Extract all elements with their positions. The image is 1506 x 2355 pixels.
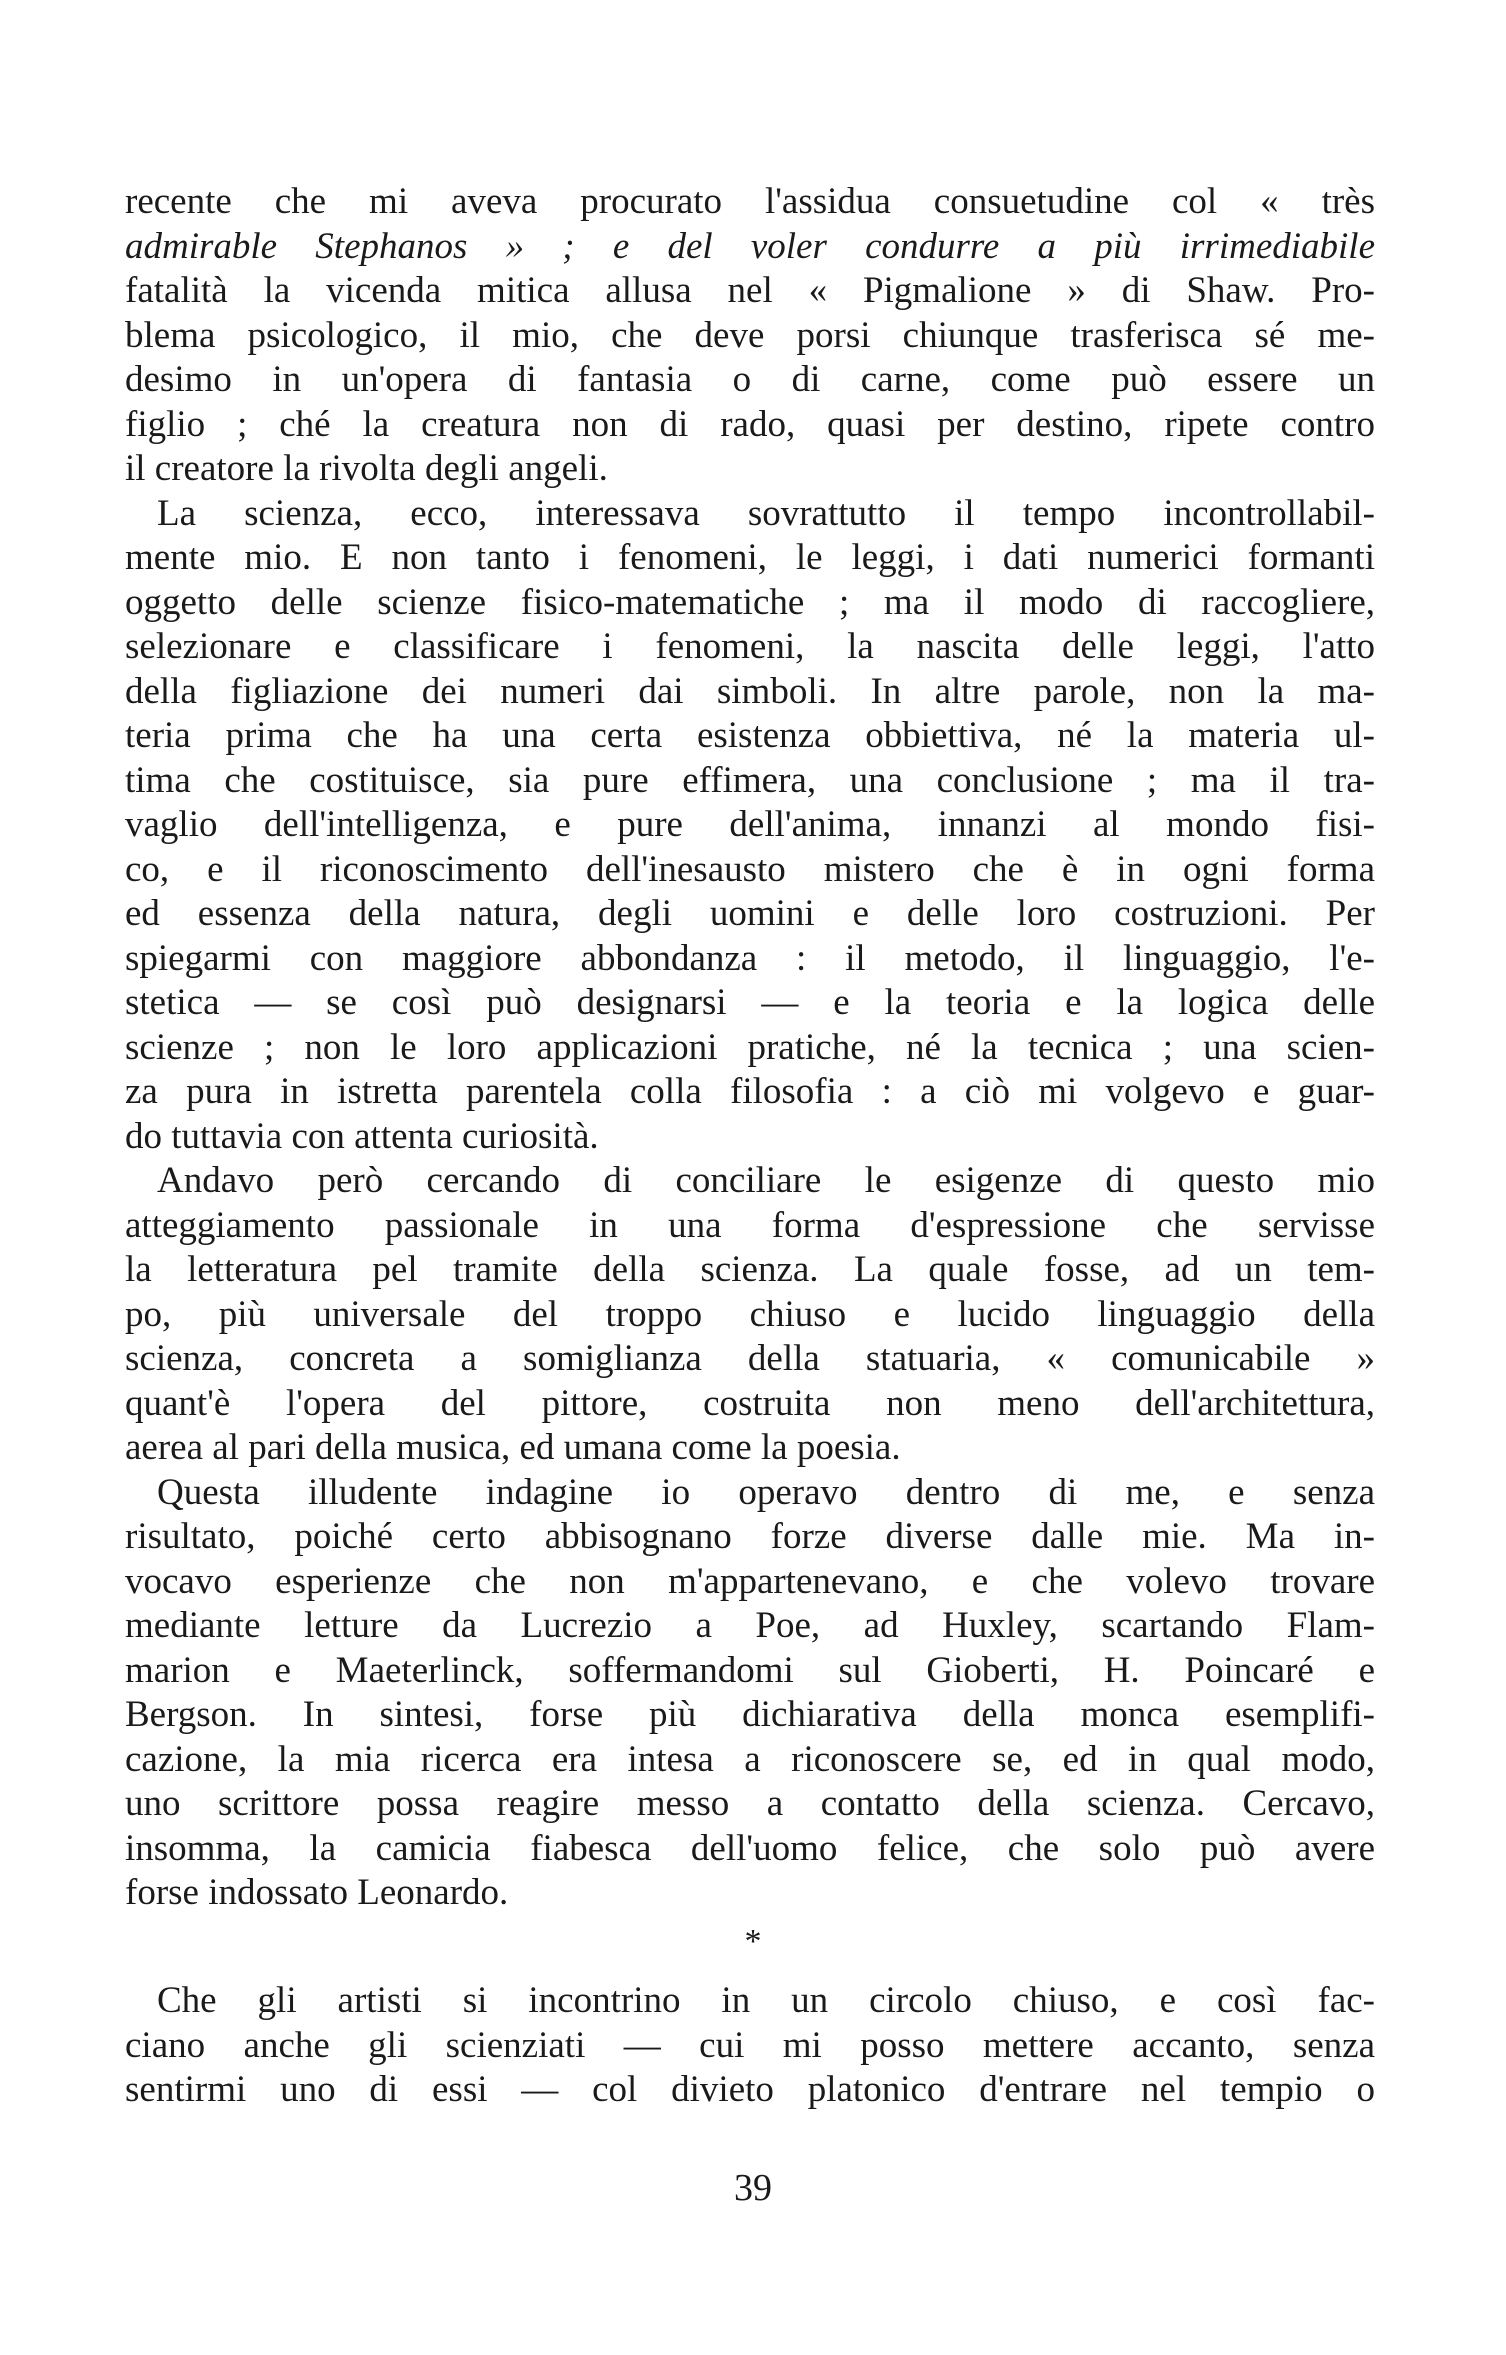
- text-line: spiegarmi con maggiore abbondanza : il metodo, il linguaggio, l'e-: [125, 937, 1375, 979]
- paragraph-5: [125, 1979, 1375, 2113]
- text-line: po, più universale del troppo chiuso e lucido linguaggio della: [125, 1293, 1375, 1335]
- text-line: scienza, concreta a somiglianza della statuaria, « comunicabile »: [125, 1338, 1375, 1379]
- text-line: mediante letture da Lucrezio a Poe, ad Huxley, scartando Flam-: [125, 1605, 1375, 1646]
- text-line: desimo in un'opera di fantasia o di carne, come può essere un: [125, 359, 1375, 400]
- text-line: [125, 225, 1375, 270]
- text-line: il creatore la rivolta degli angeli.: [125, 448, 608, 489]
- text-line: tima che costituisce, sia pure effimera, una conclusione ; ma il tra-: [125, 759, 1375, 801]
- paragraph-1: [125, 180, 1375, 492]
- text-line: scienze ; non le loro applicazioni pratiche, né la tecnica ; una scien-: [125, 1026, 1375, 1068]
- text-line: oggetto delle scienze fisico-matematiche ; ma il modo di raccogliere,: [125, 581, 1375, 623]
- text-line: quant'è l'opera del pittore, costruita non meno dell'architettura,: [125, 1382, 1375, 1424]
- text-line: [125, 180, 1375, 225]
- text-line: teria prima che ha una certa esistenza obbiettiva, né la materia ul-: [125, 715, 1375, 756]
- text-line: forse indossato Leonardo.: [125, 1872, 509, 1913]
- text-line: della figliazione dei numeri dai simboli. In altre parole, non la ma-: [125, 670, 1375, 712]
- text-line: Bergson. In sintesi, forse più dichiarativa della monca esemplifi-: [125, 1694, 1375, 1735]
- text-line: vaglio dell'intelligenza, e pure dell'anima, innanzi al mondo fisi-: [125, 804, 1375, 845]
- text-line: La scienza, ecco, interessava sovrattutto il tempo incontrollabil-: [157, 492, 1375, 534]
- text-line: cazione, la mia ricerca era intesa a riconoscere se, ed in qual modo,: [125, 1738, 1375, 1780]
- section-separator: *: [744, 1923, 762, 1960]
- text-line: sentirmi uno di essi — col divieto platonico d'entrare nel tempio o: [125, 2069, 1375, 2110]
- paragraph-4: [125, 1471, 1375, 1916]
- text-line: marion e Maeterlinck, soffermandomi sul Gioberti, H. Poincaré e: [125, 1649, 1375, 1691]
- text-line: uno scrittore possa reagire messo a contatto della scienza. Cercavo,: [125, 1783, 1375, 1824]
- text-body-continued: [125, 1979, 1375, 2113]
- text-line: aerea al pari della musica, ed umana come la poesia.: [125, 1427, 901, 1468]
- text-line: Che gli artisti si incontrino in un circolo chiuso, e così fac-: [157, 1980, 1375, 2021]
- page-number: 39: [734, 2167, 772, 2209]
- text-line: selezionare e classificare i fenomeni, la nascita delle leggi, l'atto: [125, 626, 1375, 667]
- text-line: ciano anche gli scienziati — cui mi posso mettere accanto, senza: [125, 2024, 1375, 2066]
- text-line: blema psicologico, il mio, che deve porsi chiunque trasferisca sé me-: [125, 314, 1375, 356]
- text-line: risultato, poiché certo abbisognano forze diverse dalle mie. Ma in-: [125, 1516, 1375, 1557]
- text-body: [125, 180, 1375, 1916]
- text-line: za pura in istretta parentela colla filosofia : a ciò mi volgevo e guar-: [125, 1071, 1375, 1112]
- text-line: stetica — se così può designarsi — e la teoria e la logica delle: [125, 982, 1375, 1023]
- text-span: recente che mi aveva procurato l'assidua consuetudine col « très: [125, 181, 1375, 222]
- text-line: figlio ; ché la creatura non di rado, quasi per destino, ripete contro: [125, 403, 1375, 445]
- text-line: la letteratura pel tramite della scienza. La quale fosse, ad un tem-: [125, 1249, 1375, 1290]
- text-line: mente mio. E non tanto i fenomeni, le leggi, i dati numerici formanti: [125, 537, 1375, 578]
- paragraph-3: [125, 1159, 1375, 1471]
- text-line: ed essenza della natura, degli uomini e delle loro costruzioni. Per: [125, 893, 1375, 934]
- paragraph-2: [125, 492, 1375, 1160]
- text-line: Questa illudente indagine io operavo dentro di me, e senza: [157, 1471, 1375, 1513]
- text-line: Andavo però cercando di conciliare le esigenze di questo mio: [157, 1160, 1375, 1201]
- text-line: atteggiamento passionale in una forma d'espressione che servisse: [125, 1204, 1375, 1246]
- text-line: fatalità la vicenda mitica allusa nel « Pigmalione » di Shaw. Pro-: [125, 270, 1375, 311]
- text-line: insomma, la camicia fiabesca dell'uomo felice, che solo può avere: [125, 1827, 1375, 1869]
- text-span: admirable Stephanos » ; e del voler condurre a più irrimediabile: [125, 225, 1375, 267]
- text-line: do tuttavia con attenta curiosità.: [125, 1115, 599, 1157]
- text-line: vocavo esperienze che non m'appartenevano, e che volevo trovare: [125, 1560, 1375, 1602]
- text-line: co, e il riconoscimento dell'inesausto mistero che è in ogni forma: [125, 848, 1375, 890]
